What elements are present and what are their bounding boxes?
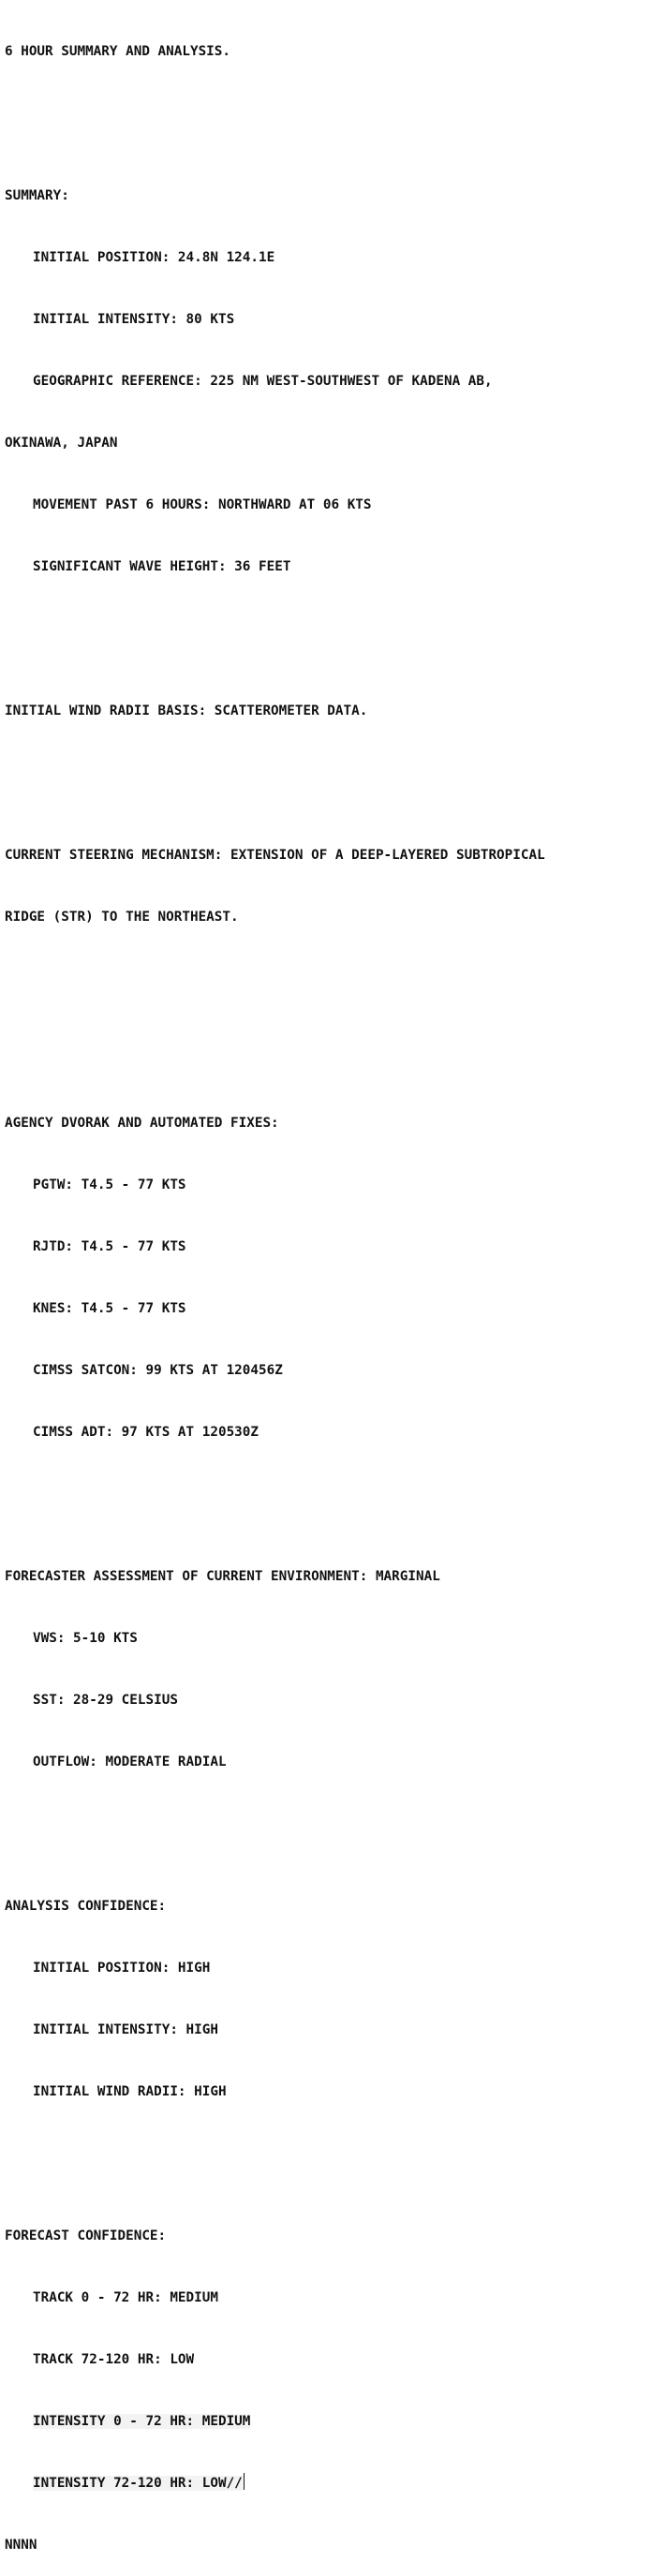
report-title: 6 HOUR SUMMARY AND ANALYSIS. bbox=[5, 44, 231, 59]
blank-line bbox=[5, 2143, 649, 2164]
blank-line bbox=[5, 762, 649, 783]
analysis-confidence-item: INITIAL INTENSITY: HIGH bbox=[33, 2022, 218, 2037]
steering-mechanism: CURRENT STEERING MECHANISM: EXTENSION OF A DEEP-LAYERED SUBTROPICAL bbox=[5, 848, 545, 863]
fix-item: CIMSS SATCON: 99 KTS AT 120456Z bbox=[33, 1363, 283, 1378]
steering-mechanism-continued: RIDGE (STR) TO THE NORTHEAST. bbox=[5, 910, 239, 925]
selected-text: INTENSITY 0 - 72 HR: MEDIUM bbox=[33, 2414, 251, 2429]
analysis-confidence-item: INITIAL WIND RADII: HIGH bbox=[33, 2084, 227, 2099]
environment-item: SST: 28-29 CELSIUS bbox=[33, 1693, 178, 1708]
forecast-confidence-item: TRACK 0 - 72 HR: MEDIUM bbox=[33, 2290, 218, 2305]
geographic-reference-continued: OKINAWA, JAPAN bbox=[5, 436, 118, 451]
blank-line bbox=[5, 1814, 649, 1834]
movement: MOVEMENT PAST 6 HOURS: NORTHWARD AT 06 KTS bbox=[33, 497, 372, 512]
forecast-confidence-item bbox=[5, 2473, 649, 2494]
fix-item: KNES: T4.5 - 77 KTS bbox=[33, 1301, 186, 1316]
environment-item: OUTFLOW: MODERATE RADIAL bbox=[33, 1754, 227, 1769]
fix-item: RJTD: T4.5 - 77 KTS bbox=[33, 1239, 186, 1254]
initial-intensity: INITIAL INTENSITY: 80 KTS bbox=[33, 312, 235, 327]
environment-item: VWS: 5-10 KTS bbox=[33, 1631, 138, 1646]
blank-line bbox=[5, 618, 649, 639]
blank-line bbox=[5, 969, 649, 989]
forecast-confidence-item bbox=[5, 2411, 649, 2432]
selected-text: INTENSITY 72-120 HR: LOW// bbox=[33, 2476, 243, 2491]
environment-heading: FORECASTER ASSESSMENT OF CURRENT ENVIRONMENT: MARGINAL bbox=[5, 1569, 440, 1584]
blank-line bbox=[5, 1484, 649, 1504]
geographic-reference: GEOGRAPHIC REFERENCE: 225 NM WEST-SOUTHWEST OF KADENA AB, bbox=[33, 374, 493, 389]
wind-radii-basis: INITIAL WIND RADII BASIS: SCATTEROMETER DATA. bbox=[5, 703, 368, 718]
blank-line bbox=[5, 1030, 649, 1051]
end-marker: NNNN bbox=[5, 2538, 37, 2553]
analysis-confidence-item: INITIAL POSITION: HIGH bbox=[33, 1961, 211, 1976]
fix-item: PGTW: T4.5 - 77 KTS bbox=[33, 1177, 186, 1192]
wave-height: SIGNIFICANT WAVE HEIGHT: 36 FEET bbox=[33, 559, 291, 574]
blank-line bbox=[5, 103, 649, 124]
forecast-confidence-item: TRACK 72-120 HR: LOW bbox=[33, 2352, 195, 2367]
bulletin-text[interactable] bbox=[5, 0, 649, 2576]
initial-position: INITIAL POSITION: 24.8N 124.1E bbox=[33, 250, 275, 265]
fix-item: CIMSS ADT: 97 KTS AT 120530Z bbox=[33, 1425, 259, 1440]
fixes-heading: AGENCY DVORAK AND AUTOMATED FIXES: bbox=[5, 1116, 279, 1131]
forecast-confidence-heading: FORECAST CONFIDENCE: bbox=[5, 2228, 167, 2243]
analysis-confidence-heading: ANALYSIS CONFIDENCE: bbox=[5, 1899, 167, 1914]
summary-heading: SUMMARY: bbox=[5, 188, 69, 203]
